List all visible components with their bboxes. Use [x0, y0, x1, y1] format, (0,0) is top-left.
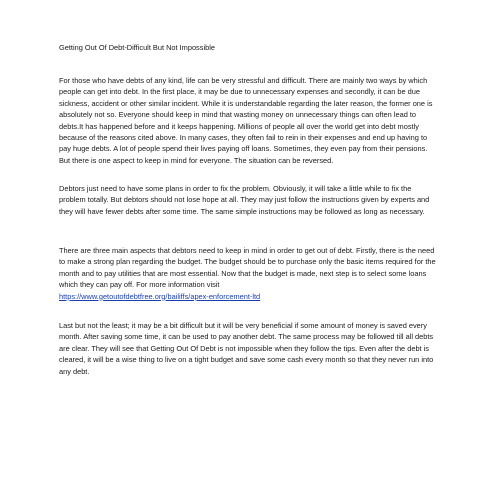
document-title: Getting Out Of Debt-Difficult But Not Impossible	[59, 43, 215, 52]
info-link[interactable]: https://www.getoutofdebtfree.org/bailiffs/apex-enforcement-ltd	[59, 291, 261, 301]
paragraph-aspects	[59, 245, 437, 302]
paragraph-plans: Debtors just need to have some plans in order to fix the problem. Obviously, it will take a little while to fix the problem totally. But debtors should not lose hope at all. They may just follow the instructions given by experts and they will have fewer debts after some time. The same simple instructions may be followed as long as necessary.	[59, 184, 430, 216]
paragraph-conclusion: Last but not the least; it may be a bit difficult but it will be very beneficial if some amount of money is saved every month. After saving some time, it can be used to pay another debt. The same process may be followed till all debts are clear. They will see that Getting Out Of Debt is not impossible when they follow the tips. Even after the debt is cleared, it will be a wise thing to live on a tight budget and save some cash every month so that they never run into any debt.	[59, 321, 434, 376]
paragraph-intro: For those who have debts of any kind, life can be very stressful and difficult. There are mainly two ways by which people can get into debt. In the first place, it may be due to unnecessary expenses and secondly, it can be due sickness, accident or other similar incident. While it is understandable regarding the later reason, the former one is absolutely not so. Everyone should keep in mind that wasting money on unnecessary things can often lead to debts.It has happened before and it keeps happening. Millions of people all over the world get into debt mostly because of the reasons cited above. In many cases, they often fail to rein in their expenses and end up having to pay huge debts. A lot of people spend their lives paying off loans. Sometimes, they even pay from their pensions. But there is one aspect to keep in mind for everyone. The situation can be reversed.	[59, 76, 433, 165]
paragraph-aspects-text: There are three main aspects that debtors need to keep in mind in order to get out of debt. Firstly, there is the need to make a strong plan regarding the budget. The budget should be to purchase only the basic items required for the month and to pay utilities that are most essential. Now that the budget is made, next step is to select some loans which they can pay off. For more information visit	[59, 246, 436, 290]
